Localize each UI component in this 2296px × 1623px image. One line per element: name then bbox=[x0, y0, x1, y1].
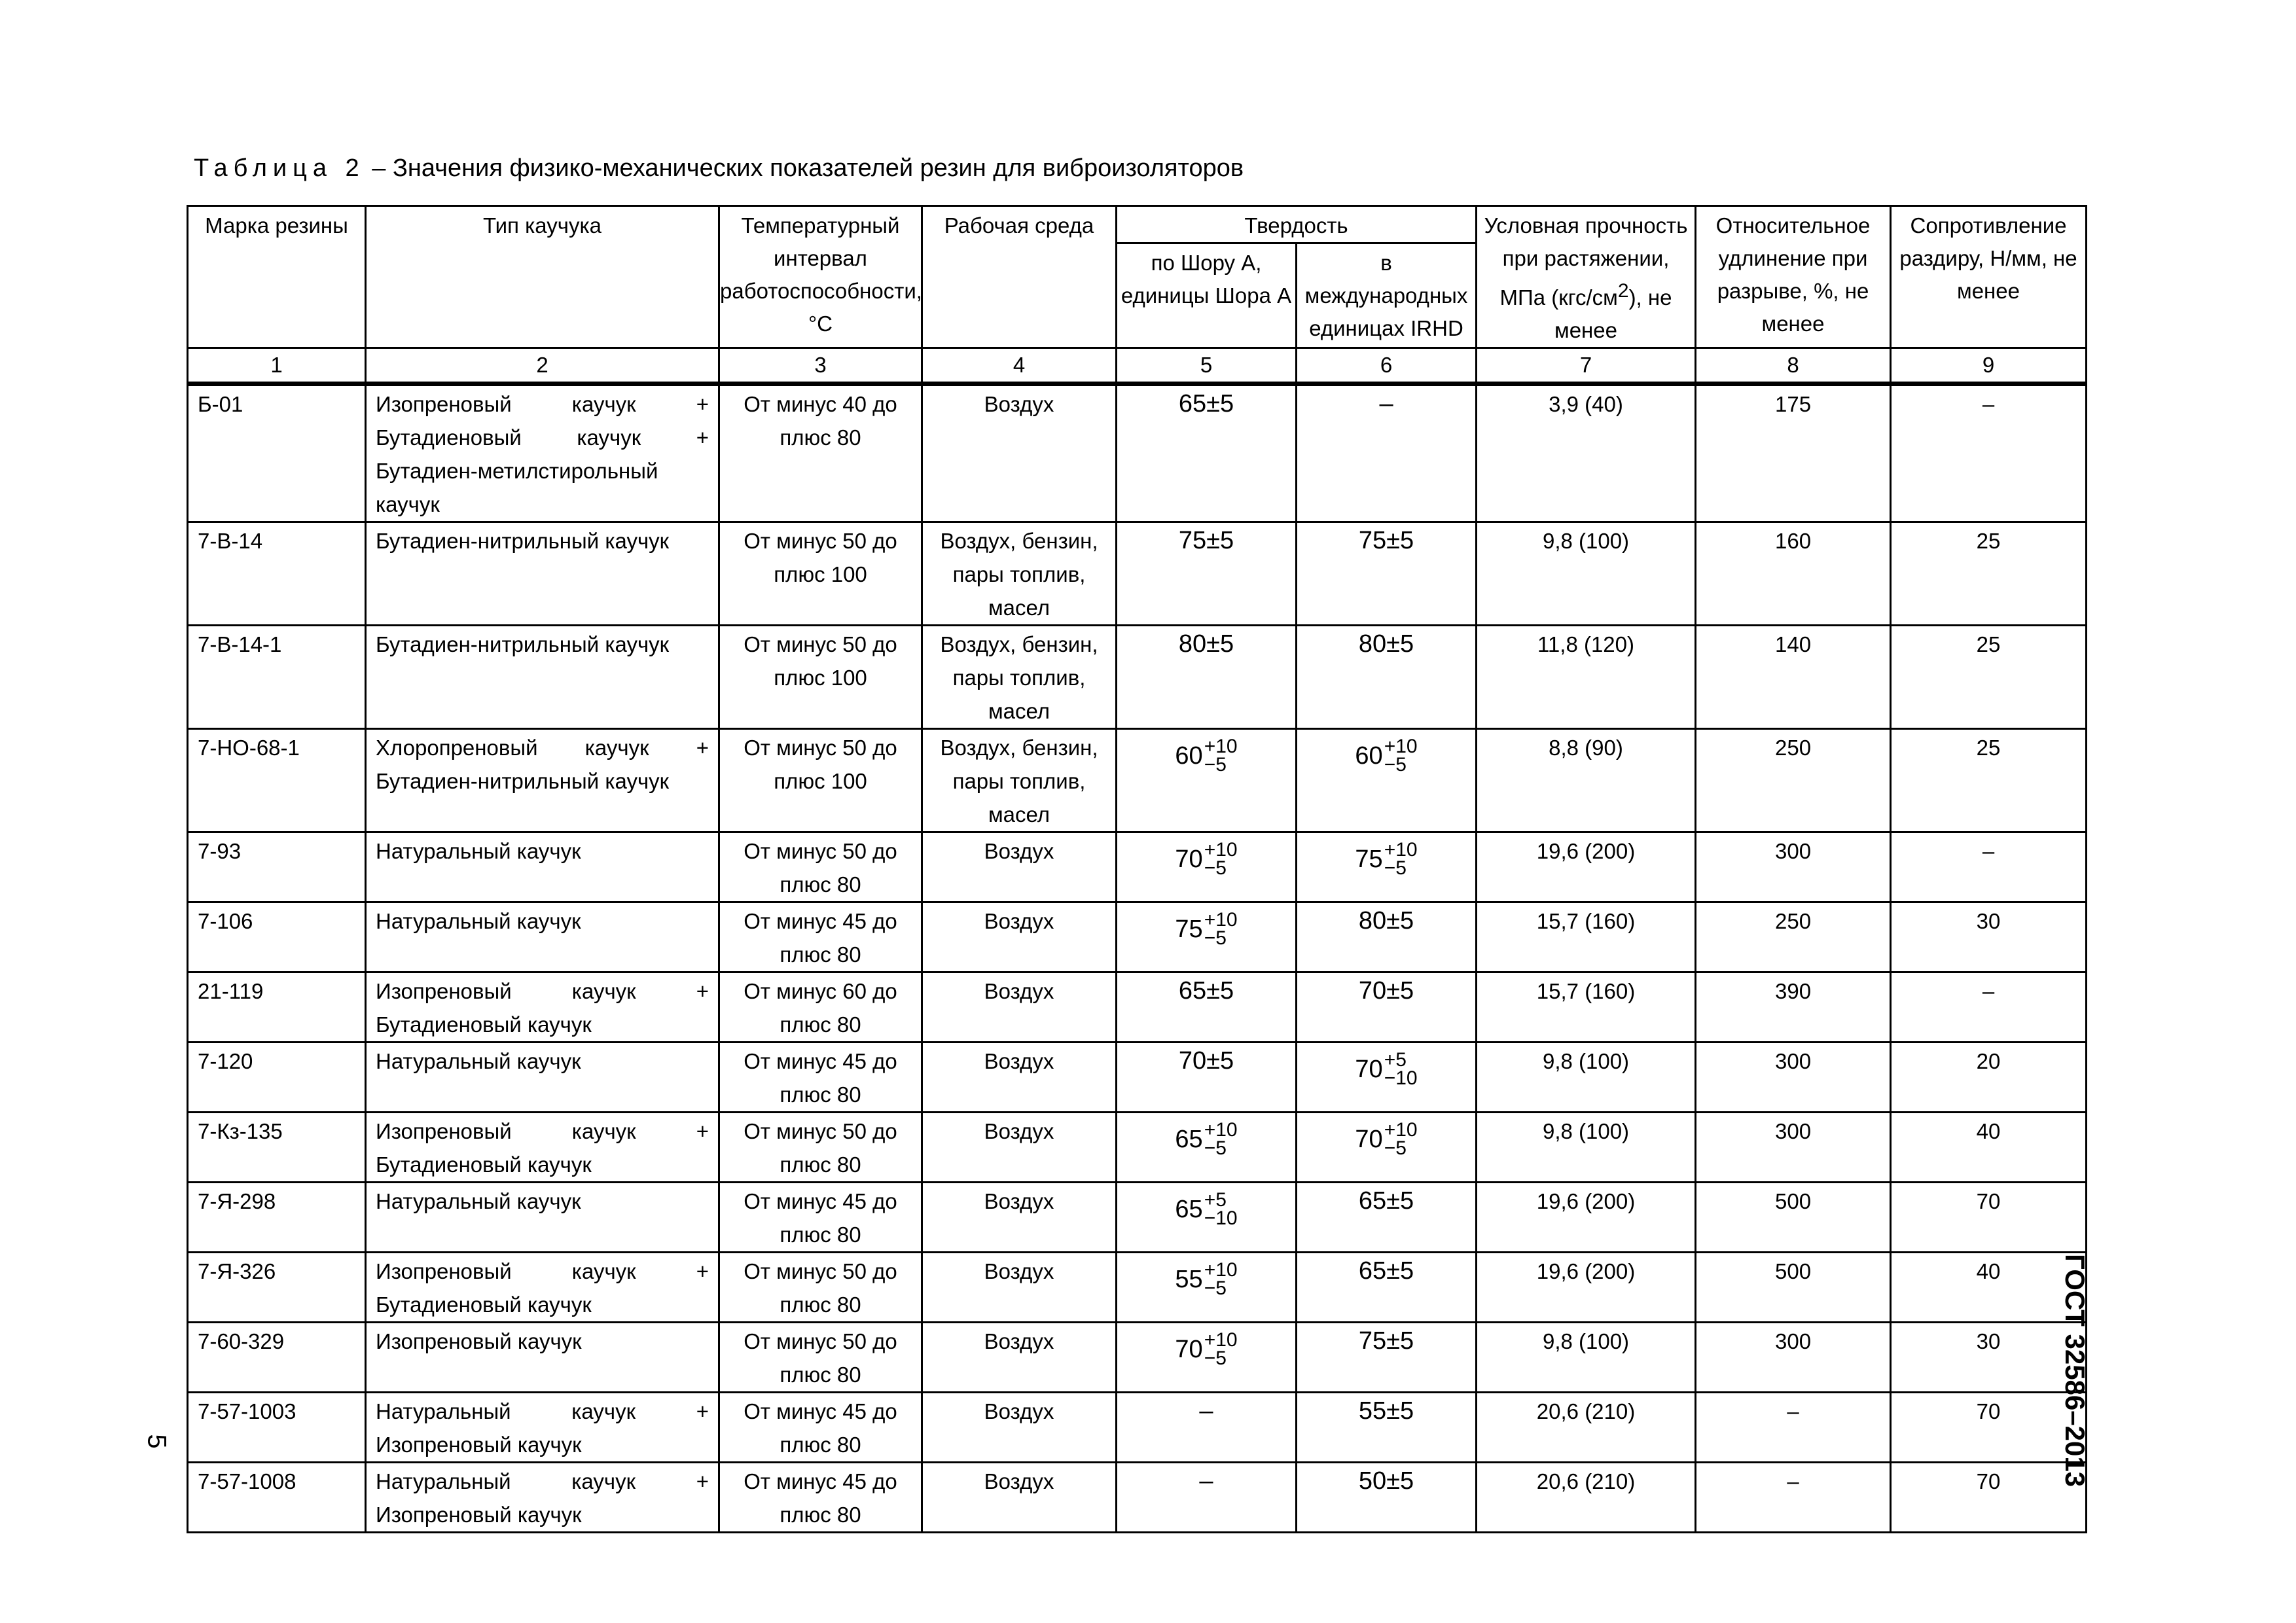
cell-rubber-type: Натуральный каучук bbox=[366, 1043, 719, 1113]
cell-shore bbox=[1117, 832, 1297, 902]
hardness-value: 65±5 bbox=[1358, 1187, 1414, 1215]
cell-medium: Воздух bbox=[922, 1463, 1117, 1533]
cell-irhd bbox=[1297, 1183, 1477, 1253]
cell-temperature: От минус 60 до плюс 80 bbox=[719, 972, 922, 1043]
cell-irhd bbox=[1297, 522, 1477, 626]
cell-tear: 25 bbox=[1891, 522, 2087, 626]
cell-elongation: 250 bbox=[1696, 902, 1891, 972]
cell-medium: Воздух bbox=[922, 832, 1117, 902]
cell-elongation: 500 bbox=[1696, 1183, 1891, 1253]
cell-temperature: От минус 45 до плюс 80 bbox=[719, 1043, 922, 1113]
cell-irhd bbox=[1297, 1253, 1477, 1323]
cell-mark: 7-93 bbox=[188, 832, 366, 902]
table-row bbox=[188, 1183, 2087, 1253]
cell-rubber-type: Изопреновый каучук + Бутадиеновый каучук bbox=[366, 1113, 719, 1183]
col-number: 3 bbox=[719, 348, 922, 384]
cell-strength: 8,8 (90) bbox=[1477, 729, 1696, 832]
cell-shore bbox=[1117, 972, 1297, 1043]
header-hardness: Твердость bbox=[1117, 206, 1477, 243]
cell-medium: Воздух bbox=[922, 384, 1117, 522]
tolerance-lower: −5 bbox=[1204, 1347, 1227, 1369]
tolerance-lower: −5 bbox=[1384, 1137, 1407, 1159]
hardness-value bbox=[1355, 1121, 1417, 1158]
cell-strength: 15,7 (160) bbox=[1477, 902, 1696, 972]
cell-rubber-type: Натуральный каучук bbox=[366, 902, 719, 972]
cell-rubber-type: Изопреновый каучук + Бутадиеновый каучук bbox=[366, 1253, 719, 1323]
cell-irhd bbox=[1297, 832, 1477, 902]
col-number: 9 bbox=[1891, 348, 2087, 384]
hardness-base: 60 bbox=[1175, 742, 1203, 770]
table-row bbox=[188, 522, 2087, 626]
hardness-base: 75 bbox=[1175, 916, 1203, 943]
cell-shore bbox=[1117, 1463, 1297, 1533]
hardness-value: 75±5 bbox=[1358, 527, 1414, 554]
cell-tear: 40 bbox=[1891, 1113, 2087, 1183]
hardness-value: – bbox=[1199, 1467, 1213, 1495]
cell-medium: Воздух bbox=[922, 972, 1117, 1043]
cell-irhd bbox=[1297, 1393, 1477, 1463]
hardness-value: 70±5 bbox=[1178, 1047, 1234, 1075]
cell-mark: 7-120 bbox=[188, 1043, 366, 1113]
cell-strength: 20,6 (210) bbox=[1477, 1463, 1696, 1533]
cell-elongation: 300 bbox=[1696, 1113, 1891, 1183]
hardness-value: 50±5 bbox=[1358, 1467, 1414, 1495]
hardness-base: 70 bbox=[1355, 1056, 1383, 1083]
table-row bbox=[188, 972, 2087, 1043]
cell-strength: 9,8 (100) bbox=[1477, 1113, 1696, 1183]
hardness-tolerance bbox=[1204, 738, 1238, 774]
header-strength-sup: 2 bbox=[1617, 280, 1629, 302]
table-caption-label: Таблица 2 bbox=[194, 154, 365, 182]
header-tear: Сопротивление раздиру, Н/мм, не менее bbox=[1891, 206, 2087, 348]
cell-tear: 30 bbox=[1891, 1323, 2087, 1393]
hardness-value: 65±5 bbox=[1358, 1257, 1414, 1285]
tolerance-upper: +10 bbox=[1204, 909, 1238, 931]
tolerance-upper: +10 bbox=[1384, 1119, 1418, 1141]
cell-rubber-type: Изопреновый каучук bbox=[366, 1323, 719, 1393]
cell-medium: Воздух bbox=[922, 902, 1117, 972]
cell-irhd bbox=[1297, 1113, 1477, 1183]
cell-mark: 21-119 bbox=[188, 972, 366, 1043]
hardness-tolerance bbox=[1384, 738, 1418, 774]
hardness-value: 80±5 bbox=[1358, 630, 1414, 658]
table-caption bbox=[194, 156, 1244, 181]
tolerance-upper: +10 bbox=[1204, 1329, 1238, 1351]
hardness-value bbox=[1355, 841, 1417, 878]
cell-strength: 19,6 (200) bbox=[1477, 1253, 1696, 1323]
tolerance-upper: +10 bbox=[1204, 736, 1238, 757]
page-number: 5 bbox=[142, 1434, 171, 1449]
tolerance-upper: +5 bbox=[1204, 1189, 1227, 1211]
cell-tear: 20 bbox=[1891, 1043, 2087, 1113]
cell-mark: 7-106 bbox=[188, 902, 366, 972]
properties-table bbox=[187, 205, 2087, 1533]
cell-irhd bbox=[1297, 729, 1477, 832]
cell-shore bbox=[1117, 522, 1297, 626]
cell-irhd bbox=[1297, 384, 1477, 522]
header-temperature: Температурный интервал работоспособности, °С bbox=[719, 206, 922, 348]
cell-temperature: От минус 50 до плюс 80 bbox=[719, 1323, 922, 1393]
tolerance-lower: −5 bbox=[1204, 1277, 1227, 1299]
tolerance-lower: −5 bbox=[1204, 857, 1227, 879]
tolerance-upper: +10 bbox=[1204, 1119, 1238, 1141]
hardness-tolerance bbox=[1384, 1051, 1418, 1088]
hardness-value bbox=[1175, 1191, 1237, 1228]
cell-tear: 70 bbox=[1891, 1183, 2087, 1253]
cell-strength: 15,7 (160) bbox=[1477, 972, 1696, 1043]
cell-elongation: 250 bbox=[1696, 729, 1891, 832]
cell-elongation: 500 bbox=[1696, 1253, 1891, 1323]
table-row bbox=[188, 1253, 2087, 1323]
cell-strength: 9,8 (100) bbox=[1477, 1323, 1696, 1393]
cell-elongation: 300 bbox=[1696, 1323, 1891, 1393]
cell-mark: 7-НО-68-1 bbox=[188, 729, 366, 832]
col-number: 6 bbox=[1297, 348, 1477, 384]
cell-strength: 11,8 (120) bbox=[1477, 626, 1696, 729]
hardness-value bbox=[1175, 841, 1237, 878]
table-row bbox=[188, 729, 2087, 832]
tolerance-lower: −5 bbox=[1384, 857, 1407, 879]
cell-rubber-type: Натуральный каучук + Изопреновый каучук bbox=[366, 1463, 719, 1533]
hardness-base: 70 bbox=[1175, 1336, 1203, 1363]
hardness-tolerance bbox=[1204, 1331, 1238, 1368]
hardness-value: 65±5 bbox=[1178, 977, 1234, 1005]
hardness-value: 65±5 bbox=[1178, 390, 1234, 418]
cell-elongation: 390 bbox=[1696, 972, 1891, 1043]
table-row bbox=[188, 1043, 2087, 1113]
col-number: 4 bbox=[922, 348, 1117, 384]
cell-medium: Воздух bbox=[922, 1043, 1117, 1113]
cell-mark: 7-57-1003 bbox=[188, 1393, 366, 1463]
cell-medium: Воздух bbox=[922, 1393, 1117, 1463]
header-elongation: Относительное удлинение при разрыве, %, не менее bbox=[1696, 206, 1891, 348]
cell-temperature: От минус 45 до плюс 80 bbox=[719, 902, 922, 972]
cell-rubber-type: Натуральный каучук + Изопреновый каучук bbox=[366, 1393, 719, 1463]
tolerance-upper: +10 bbox=[1204, 839, 1238, 861]
cell-shore bbox=[1117, 1323, 1297, 1393]
tolerance-upper: +10 bbox=[1204, 1259, 1238, 1281]
cell-rubber-type: Бутадиен-нитрильный каучук bbox=[366, 522, 719, 626]
hardness-base: 70 bbox=[1355, 1126, 1383, 1153]
table-row bbox=[188, 1393, 2087, 1463]
cell-elongation: 300 bbox=[1696, 1043, 1891, 1113]
table-row bbox=[188, 384, 2087, 522]
cell-medium: Воздух, бензин, пары топлив, масел bbox=[922, 626, 1117, 729]
cell-medium: Воздух bbox=[922, 1323, 1117, 1393]
cell-temperature: От минус 45 до плюс 80 bbox=[719, 1393, 922, 1463]
tolerance-upper: +10 bbox=[1384, 839, 1418, 861]
cell-mark: 7-60-329 bbox=[188, 1323, 366, 1393]
cell-medium: Воздух, бензин, пары топлив, масел bbox=[922, 729, 1117, 832]
hardness-tolerance bbox=[1204, 841, 1238, 878]
cell-tear: – bbox=[1891, 972, 2087, 1043]
cell-temperature: От минус 50 до плюс 100 bbox=[719, 522, 922, 626]
hardness-value bbox=[1175, 1331, 1237, 1368]
cell-tear: 70 bbox=[1891, 1463, 2087, 1533]
cell-shore bbox=[1117, 902, 1297, 972]
header-strength-text: Условная прочность при растяжении, МПа (кгс/см bbox=[1484, 213, 1688, 310]
cell-temperature: От минус 40 до плюс 80 bbox=[719, 384, 922, 522]
cell-shore bbox=[1117, 626, 1297, 729]
cell-temperature: От минус 50 до плюс 80 bbox=[719, 832, 922, 902]
cell-strength: 20,6 (210) bbox=[1477, 1393, 1696, 1463]
cell-shore bbox=[1117, 729, 1297, 832]
cell-irhd bbox=[1297, 902, 1477, 972]
hardness-base: 70 bbox=[1175, 846, 1203, 873]
cell-irhd bbox=[1297, 1323, 1477, 1393]
cell-strength: 9,8 (100) bbox=[1477, 522, 1696, 626]
cell-temperature: От минус 50 до плюс 80 bbox=[719, 1253, 922, 1323]
cell-temperature: От минус 50 до плюс 100 bbox=[719, 626, 922, 729]
col-number: 8 bbox=[1696, 348, 1891, 384]
table-row bbox=[188, 1463, 2087, 1533]
hardness-value bbox=[1175, 911, 1237, 948]
tolerance-upper: +5 bbox=[1384, 1049, 1407, 1071]
cell-temperature: От минус 50 до плюс 80 bbox=[719, 1113, 922, 1183]
hardness-tolerance bbox=[1204, 1191, 1238, 1228]
header-shore: по Шору А, единицы Шора А bbox=[1117, 243, 1297, 348]
table-row bbox=[188, 832, 2087, 902]
col-number: 2 bbox=[366, 348, 719, 384]
hardness-base: 55 bbox=[1175, 1266, 1203, 1293]
hardness-tolerance bbox=[1384, 1121, 1418, 1158]
cell-tear: 40 bbox=[1891, 1253, 2087, 1323]
cell-medium: Воздух, бензин, пары топлив, масел bbox=[922, 522, 1117, 626]
cell-irhd bbox=[1297, 1043, 1477, 1113]
cell-temperature: От минус 50 до плюс 100 bbox=[719, 729, 922, 832]
cell-strength: 9,8 (100) bbox=[1477, 1043, 1696, 1113]
cell-tear: 30 bbox=[1891, 902, 2087, 972]
cell-shore bbox=[1117, 1043, 1297, 1113]
tolerance-lower: −10 bbox=[1384, 1067, 1418, 1089]
cell-medium: Воздух bbox=[922, 1183, 1117, 1253]
hardness-value bbox=[1355, 738, 1417, 774]
col-number: 7 bbox=[1477, 348, 1696, 384]
header-mark: Марка резины bbox=[188, 206, 366, 348]
cell-irhd bbox=[1297, 626, 1477, 729]
cell-rubber-type: Изопреновый каучук + Бутадиеновый каучук + Бутадиен-метилстирольный каучук bbox=[366, 384, 719, 522]
cell-temperature: От минус 45 до плюс 80 bbox=[719, 1183, 922, 1253]
table-row bbox=[188, 1323, 2087, 1393]
hardness-tolerance bbox=[1384, 841, 1418, 878]
cell-strength: 19,6 (200) bbox=[1477, 1183, 1696, 1253]
tolerance-lower: −5 bbox=[1384, 754, 1407, 776]
hardness-tolerance bbox=[1204, 911, 1238, 948]
cell-strength: 3,9 (40) bbox=[1477, 384, 1696, 522]
cell-shore bbox=[1117, 384, 1297, 522]
hardness-value: 75±5 bbox=[1178, 527, 1234, 554]
cell-elongation: 160 bbox=[1696, 522, 1891, 626]
tolerance-upper: +10 bbox=[1384, 736, 1418, 757]
cell-elongation: 175 bbox=[1696, 384, 1891, 522]
cell-elongation: – bbox=[1696, 1463, 1891, 1533]
header-strength bbox=[1477, 206, 1696, 348]
cell-medium: Воздух bbox=[922, 1253, 1117, 1323]
cell-rubber-type: Натуральный каучук bbox=[366, 832, 719, 902]
cell-irhd bbox=[1297, 972, 1477, 1043]
tolerance-lower: −10 bbox=[1204, 1207, 1238, 1229]
cell-irhd bbox=[1297, 1463, 1477, 1533]
cell-shore bbox=[1117, 1113, 1297, 1183]
table-row bbox=[188, 626, 2087, 729]
hardness-value bbox=[1355, 1051, 1417, 1088]
header-irhd: в международных единицах IRHD bbox=[1297, 243, 1477, 348]
cell-mark: Б-01 bbox=[188, 384, 366, 522]
cell-shore bbox=[1117, 1253, 1297, 1323]
cell-elongation: 140 bbox=[1696, 626, 1891, 729]
tolerance-lower: −5 bbox=[1204, 1137, 1227, 1159]
hardness-base: 60 bbox=[1355, 742, 1383, 770]
cell-elongation: 300 bbox=[1696, 832, 1891, 902]
tolerance-lower: −5 bbox=[1204, 754, 1227, 776]
cell-strength: 19,6 (200) bbox=[1477, 832, 1696, 902]
cell-tear: – bbox=[1891, 384, 2087, 522]
hardness-base: 75 bbox=[1355, 846, 1383, 873]
cell-rubber-type: Натуральный каучук bbox=[366, 1183, 719, 1253]
cell-tear: 25 bbox=[1891, 729, 2087, 832]
header-rubber-type: Тип каучука bbox=[366, 206, 719, 348]
table-row bbox=[188, 902, 2087, 972]
hardness-tolerance bbox=[1204, 1261, 1238, 1298]
cell-tear: 25 bbox=[1891, 626, 2087, 729]
table-caption-text: – Значения физико-механических показателей резин для виброизоляторов bbox=[372, 154, 1244, 182]
cell-elongation: – bbox=[1696, 1393, 1891, 1463]
table-row bbox=[188, 1113, 2087, 1183]
hardness-value: 75±5 bbox=[1358, 1327, 1414, 1355]
cell-temperature: От минус 45 до плюс 80 bbox=[719, 1463, 922, 1533]
cell-tear: 70 bbox=[1891, 1393, 2087, 1463]
hardness-value: 80±5 bbox=[1358, 907, 1414, 935]
cell-mark: 7-В-14-1 bbox=[188, 626, 366, 729]
hardness-base: 65 bbox=[1175, 1196, 1203, 1223]
cell-mark: 7-Я-298 bbox=[188, 1183, 366, 1253]
document-code: ГОСТ 32586–2013 bbox=[2060, 1253, 2090, 1488]
tolerance-lower: −5 bbox=[1204, 927, 1227, 949]
hardness-value: – bbox=[1199, 1397, 1213, 1425]
hardness-value bbox=[1175, 1261, 1237, 1298]
hardness-value bbox=[1175, 1121, 1237, 1158]
col-number: 1 bbox=[188, 348, 366, 384]
cell-shore bbox=[1117, 1183, 1297, 1253]
cell-rubber-type: Бутадиен-нитрильный каучук bbox=[366, 626, 719, 729]
hardness-base: 65 bbox=[1175, 1126, 1203, 1153]
col-number: 5 bbox=[1117, 348, 1297, 384]
cell-rubber-type: Хлоропреновый каучук + Бутадиен-нитрильный каучук bbox=[366, 729, 719, 832]
cell-shore bbox=[1117, 1393, 1297, 1463]
hardness-value: 80±5 bbox=[1178, 630, 1234, 658]
cell-mark: 7-Я-326 bbox=[188, 1253, 366, 1323]
hardness-value: 55±5 bbox=[1358, 1397, 1414, 1425]
hardness-value: 70±5 bbox=[1358, 977, 1414, 1005]
cell-mark: 7-Кз-135 bbox=[188, 1113, 366, 1183]
cell-rubber-type: Изопреновый каучук + Бутадиеновый каучук bbox=[366, 972, 719, 1043]
cell-tear: – bbox=[1891, 832, 2087, 902]
hardness-value: – bbox=[1379, 390, 1393, 418]
cell-medium: Воздух bbox=[922, 1113, 1117, 1183]
hardness-value bbox=[1175, 738, 1237, 774]
hardness-tolerance bbox=[1204, 1121, 1238, 1158]
header-strength-tail: ), не менее bbox=[1554, 285, 1672, 342]
cell-mark: 7-57-1008 bbox=[188, 1463, 366, 1533]
header-medium: Рабочая среда bbox=[922, 206, 1117, 348]
cell-mark: 7-В-14 bbox=[188, 522, 366, 626]
